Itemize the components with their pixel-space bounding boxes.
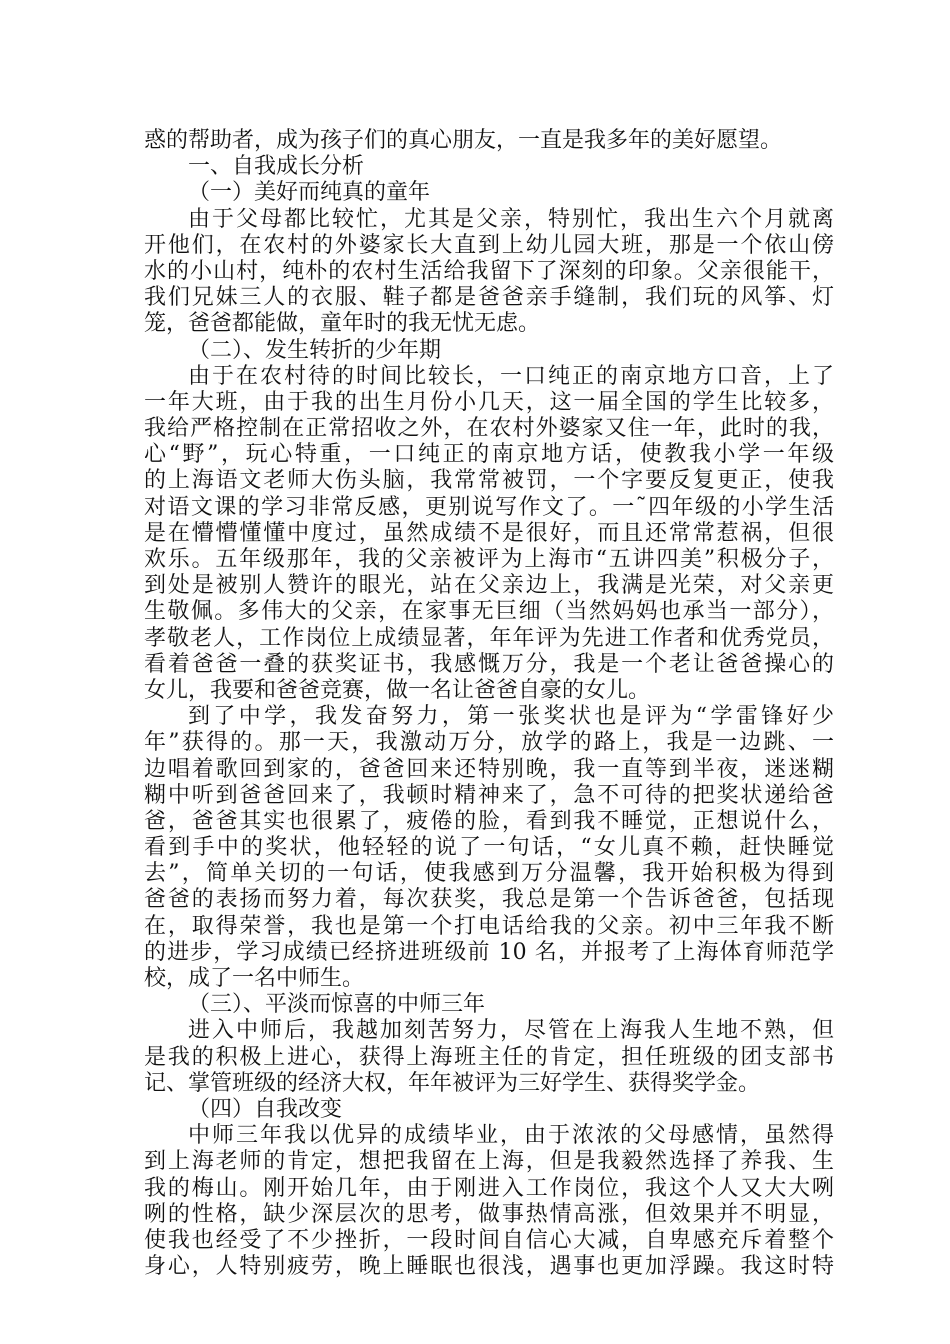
text-line: 的上海语文老师大伤头脑，我常常被罚，一个字要反复更正，使我 (144, 468, 834, 494)
text-line: 使我也经受了不少挫折，一段时间自信心大减，自卑感充斥着整个 (144, 1227, 834, 1253)
text-line: 身心，人特别疲劳，晚上睡眠也很浅，遇事也更加浮躁。我这时特 (144, 1254, 834, 1280)
text-line: 进入中师后，我越加刻苦努力，尽管在上海我人生地不熟，但 (188, 1018, 834, 1044)
text-line: 糊中听到爸爸回来了，我顿时精神来了，急不可待的把奖状递给爸 (144, 782, 834, 808)
text-line: 由于父母都比较忙，尤其是父亲，特别忙，我出生六个月就离 (188, 206, 834, 232)
text-line: 生敬佩。多伟大的父亲，在家事无巨细（当然妈妈也承当一部分）， (144, 599, 834, 625)
text-line: 的进步，学习成绩已经挤进班级前 10 名，并报考了上海体育师范学 (144, 939, 834, 965)
text-line: 看到手中的奖状，他轻轻的说了一句话，“女儿真不赖，赶快睡觉 (144, 835, 834, 861)
text-line: 校，成了一名中师生。 (144, 966, 365, 991)
text-line: 心“野”，玩心特重，一口纯正的南京地方话，使教我小学一年级 (144, 442, 834, 468)
text-line: 年”获得的。那一天，我激动万分，放学的路上，我是一边跳、一 (144, 730, 834, 756)
text-line: （四）自我改变 (188, 1096, 343, 1122)
text-line: （三）、平淡而惊喜的中师三年 (188, 992, 486, 1018)
text-line: 是我的积极上进心，获得上海班主任的肯定，担任班级的团支部书 (144, 1044, 834, 1070)
text-line: 爸，爸爸其实也很累了，疲倦的脸，看到我不睡觉，正想说什么， (144, 808, 834, 834)
text-line: 到处是被别人赞许的眼光，站在父亲边上，我满是光荣，对父亲更 (144, 573, 834, 599)
text-line: 孝敬老人，工作岗位上成绩显著，年年评为先进工作者和优秀党员， (144, 625, 834, 651)
text-line: 到了中学，我发奋努力，第一张奖状也是评为“学雷锋好少 (188, 704, 834, 730)
text-line: 中师三年我以优异的成绩毕业，由于浓浓的父母感情，虽然得 (188, 1123, 834, 1149)
text-line: 我给严格控制在正常招收之外，在农村外婆家又住一年，此时的我， (144, 416, 834, 442)
text-line: 对语文课的学习非常反感，更别说写作文了。一˜四年级的小学生活 (144, 494, 834, 520)
text-line: 去”，简单关切的一句话，使我感到万分温馨，我开始积极为得到 (144, 861, 834, 887)
text-line: 咧的性格，缺少深层次的思考，做事热情高涨，但效果并不明显， (144, 1201, 834, 1227)
text-line: 开他们，在农村的外婆家长大直到上幼儿园大班，那是一个依山傍 (144, 232, 834, 258)
text-line: 女儿，我要和爸爸竞赛，做一名让爸爸自豪的女儿。 (144, 677, 651, 703)
text-line: （二）、发生转折的少年期 (188, 337, 442, 363)
text-line: 水的小山村，纯朴的农村生活给我留下了深刻的印象。父亲很能干， (144, 258, 834, 284)
text-line: 惑的帮助者，成为孩子们的真心朋友，一直是我多年的美好愿望。 (144, 128, 783, 153)
text-line: （一）美好而纯真的童年 (188, 180, 431, 206)
text-line: 看着爸爸一叠的获奖证书，我感慨万分，我是一个老让爸爸操心的 (144, 651, 834, 677)
text-line: 记、掌管班级的经济大权，年年被评为三好学生、获得奖学金。 (144, 1070, 761, 1096)
text-line: 我们兄妹三人的衣服、鞋子都是爸爸亲手缝制，我们玩的风筝、灯 (144, 285, 834, 311)
text-line: 欢乐。五年级那年，我的父亲被评为上海市“五讲四美”积极分子， (144, 547, 834, 572)
text-line: 笼，爸爸都能做，童年时的我无忧无虑。 (144, 311, 541, 337)
text-line: 到上海老师的肯定，想把我留在上海，但是我毅然选择了养我、生 (144, 1149, 834, 1175)
text-line: 我的梅山。刚开始几年，由于刚进入工作岗位，我这个人又大大咧 (144, 1175, 834, 1201)
text-line: 由于在农村待的时间比较长，一口纯正的南京地方口音，上了 (188, 363, 834, 389)
text-line: 一年大班，由于我的出生月份小几天，这一届全国的学生比较多， (144, 389, 834, 415)
document-body (144, 128, 834, 1280)
text-line: 是在懵懵懂懂中度过，虽然成绩不是很好，而且还常常惹祸，但很 (144, 520, 834, 546)
text-line: 在，取得荣誉，我也是第一个打电话给我的父亲。初中三年我不断 (144, 913, 834, 939)
text-line: 爸爸的表扬而努力着，每次获奖，我总是第一个告诉爸爸，包括现 (144, 887, 834, 913)
text-line: 边唱着歌回到家的，爸爸回来还特别晚，我一直等到半夜，迷迷糊 (144, 756, 834, 782)
text-line: 一、自我成长分析 (188, 154, 365, 180)
